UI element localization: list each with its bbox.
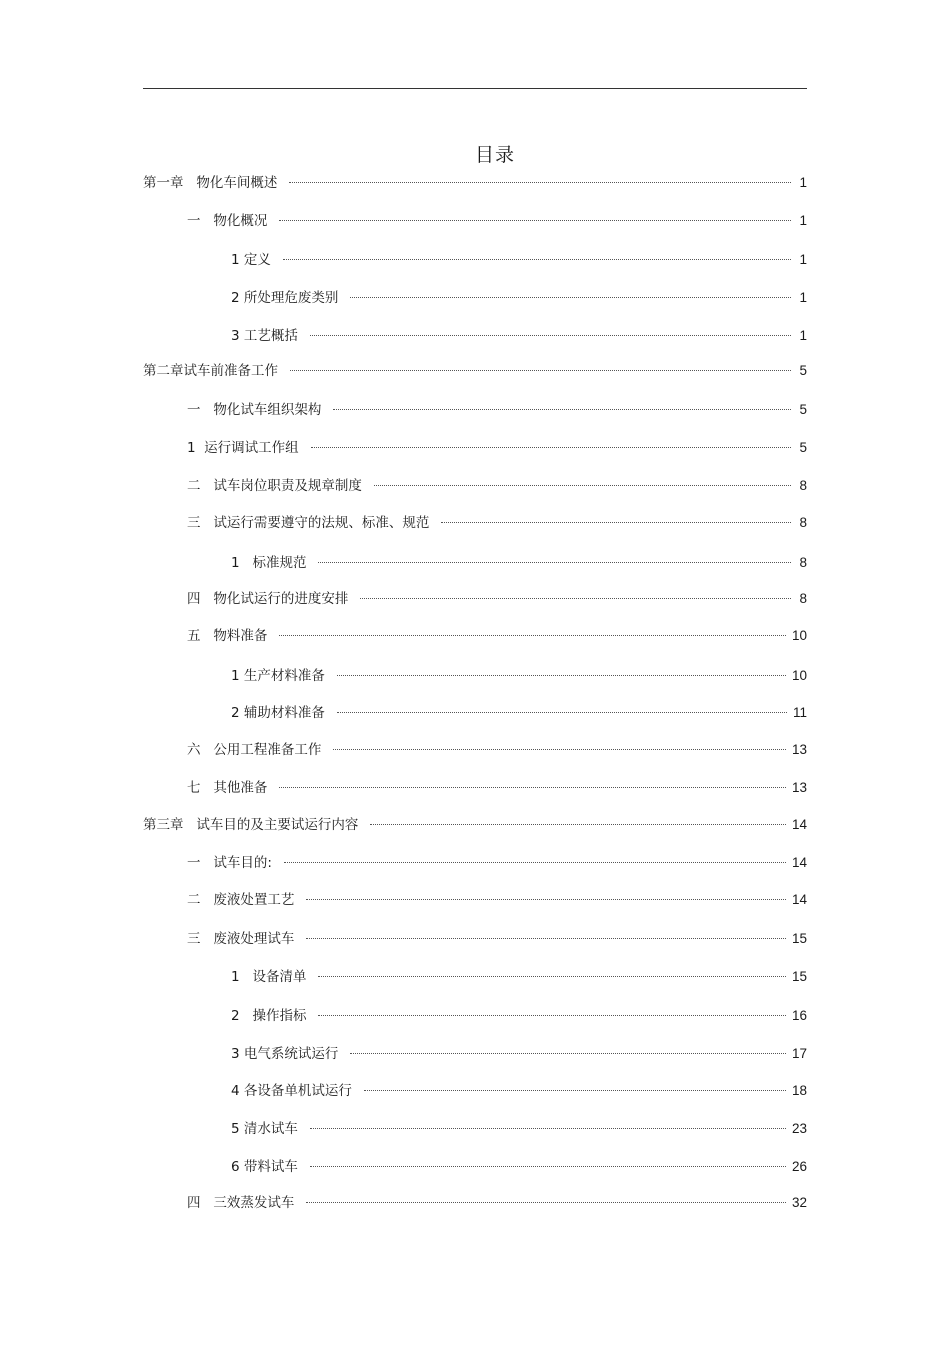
toc-page-number: 5 xyxy=(799,440,807,455)
toc-entry-section[interactable] xyxy=(187,778,807,798)
toc-entry-label: 六 公用工程准备工作 xyxy=(187,742,322,758)
toc-entry-label: 第三章 试车目的及主要试运行内容 xyxy=(143,817,359,833)
toc-entry-subsection[interactable] xyxy=(231,250,807,270)
toc-page-number: 8 xyxy=(799,591,807,606)
dot-leader xyxy=(279,787,786,788)
toc-page-number: 8 xyxy=(799,515,807,530)
toc-page-number: 1 xyxy=(799,175,807,190)
dot-leader xyxy=(370,824,786,825)
toc-page-number: 5 xyxy=(799,402,807,417)
toc-page-number: 1 xyxy=(799,328,807,343)
dot-leader xyxy=(279,220,791,221)
toc-page-number: 17 xyxy=(791,1046,807,1061)
toc-entry-subsection[interactable] xyxy=(231,1157,807,1177)
toc-page-number: 26 xyxy=(791,1159,807,1174)
toc-page-number: 18 xyxy=(791,1083,807,1098)
toc-entry-section[interactable] xyxy=(187,929,807,949)
toc-entry-section[interactable] xyxy=(187,1193,807,1213)
dot-leader xyxy=(333,749,786,750)
dot-leader xyxy=(364,1090,786,1091)
dot-leader xyxy=(337,675,786,676)
toc-entry-subsection[interactable] xyxy=(231,326,807,346)
toc-entry-label: 一 物化试车组织架构 xyxy=(187,402,322,418)
toc-page-number: 1 xyxy=(799,290,807,305)
toc-entry-section[interactable] xyxy=(187,476,807,496)
toc-page-number: 10 xyxy=(791,628,807,643)
dot-leader xyxy=(318,562,791,563)
dot-leader xyxy=(289,182,791,183)
toc-page-number: 16 xyxy=(791,1008,807,1023)
toc-entry-label: 6 带料试车 xyxy=(231,1159,298,1175)
toc-page-number: 15 xyxy=(791,931,807,946)
toc-entry-subsection[interactable] xyxy=(231,666,807,686)
dot-leader xyxy=(311,447,791,448)
toc-entry-label: 1 生产材料准备 xyxy=(231,668,325,684)
toc-entry-chapter-1[interactable] xyxy=(143,173,807,193)
dot-leader xyxy=(333,409,791,410)
toc-entry-label: 2 所处理危废类别 xyxy=(231,290,339,306)
dot-leader xyxy=(441,522,791,523)
toc-entry-label: 二 废液处置工艺 xyxy=(187,892,295,908)
toc-page-number: 8 xyxy=(799,555,807,570)
toc-entry-label: 1 运行调试工作组 xyxy=(187,440,299,456)
dot-leader xyxy=(350,297,791,298)
dot-leader xyxy=(310,335,791,336)
toc-page-number: 23 xyxy=(791,1121,807,1136)
toc-page-number: 13 xyxy=(791,780,807,795)
dot-leader xyxy=(318,976,786,977)
toc-entry-subsection[interactable] xyxy=(187,438,807,458)
toc-page-number: 10 xyxy=(791,668,807,683)
dot-leader xyxy=(310,1166,786,1167)
toc-entry-label: 四 三效蒸发试车 xyxy=(187,1195,295,1211)
toc-entry-label: 1 标准规范 xyxy=(231,555,307,571)
toc-page-number: 13 xyxy=(791,742,807,757)
toc-page-number: 14 xyxy=(791,855,807,870)
dot-leader xyxy=(350,1053,786,1054)
toc-entry-label: 2 辅助材料准备 xyxy=(231,705,325,721)
toc-entry-label: 3 电气系统试运行 xyxy=(231,1046,339,1062)
toc-entry-chapter-3[interactable] xyxy=(143,815,807,835)
toc-page-number: 8 xyxy=(799,478,807,493)
toc-entry-label: 五 物料准备 xyxy=(187,628,268,644)
dot-leader xyxy=(279,635,786,636)
toc-entry-label: 2 操作指标 xyxy=(231,1008,307,1024)
toc-entry-label: 一 物化概况 xyxy=(187,213,268,229)
toc-entry-section[interactable] xyxy=(187,740,807,760)
toc-entry-label: 一 试车目的: xyxy=(187,855,272,871)
toc-entry-section[interactable] xyxy=(187,211,807,231)
dot-leader xyxy=(290,370,791,371)
dot-leader xyxy=(310,1128,786,1129)
toc-entry-section[interactable] xyxy=(187,400,807,420)
toc-entry-label: 1 设备清单 xyxy=(231,969,307,985)
toc-title: 目录 xyxy=(474,144,515,166)
toc-entry-label: 1 定义 xyxy=(231,252,271,268)
toc-entry-label: 二 试车岗位职责及规章制度 xyxy=(187,478,362,494)
toc-entry-label: 七 其他准备 xyxy=(187,780,268,796)
toc-entry-chapter-2[interactable] xyxy=(143,361,807,381)
dot-leader xyxy=(337,712,787,713)
toc-page-number: 14 xyxy=(791,817,807,832)
toc-entry-label: 第二章试车前准备工作 xyxy=(143,363,278,379)
header-rule xyxy=(143,88,807,89)
toc-entry-subsection[interactable] xyxy=(231,553,807,573)
toc-page-number: 32 xyxy=(791,1195,807,1210)
toc-entry-label: 5 清水试车 xyxy=(231,1121,298,1137)
toc-entry-label: 三 试运行需要遵守的法规、标准、规范 xyxy=(187,515,430,531)
toc-entry-label: 3 工艺概括 xyxy=(231,328,298,344)
toc-page-number: 15 xyxy=(791,969,807,984)
toc-entry-label: 三 废液处理试车 xyxy=(187,931,295,947)
toc-entry-subsection[interactable] xyxy=(231,1081,807,1101)
dot-leader xyxy=(360,598,791,599)
toc-page-number: 5 xyxy=(799,363,807,378)
toc-page-number: 14 xyxy=(791,892,807,907)
toc-entry-subsection[interactable] xyxy=(231,1044,807,1064)
toc-entry-section[interactable] xyxy=(187,890,807,910)
toc-entry-section[interactable] xyxy=(187,626,807,646)
toc-page-number: 1 xyxy=(799,213,807,228)
toc-entry-subsection[interactable] xyxy=(231,1119,807,1139)
toc-entry-section[interactable] xyxy=(187,853,807,873)
dot-leader xyxy=(283,259,791,260)
toc-entry-subsection[interactable] xyxy=(231,967,807,987)
toc-page-number: 1 xyxy=(799,252,807,267)
toc-entry-label: 第一章 物化车间概述 xyxy=(143,175,278,191)
dot-leader xyxy=(284,862,786,863)
toc-entry-label: 4 各设备单机试运行 xyxy=(231,1083,352,1099)
dot-leader xyxy=(318,1015,786,1016)
toc-entry-label: 四 物化试运行的进度安排 xyxy=(187,591,349,607)
toc-entry-section[interactable] xyxy=(187,589,807,609)
dot-leader xyxy=(374,485,791,486)
toc-entry-section[interactable] xyxy=(187,513,807,533)
toc-page-number: 11 xyxy=(792,705,807,720)
dot-leader xyxy=(306,899,786,900)
dot-leader xyxy=(306,1202,786,1203)
toc-entry-subsection[interactable] xyxy=(231,1006,807,1026)
dot-leader xyxy=(306,938,786,939)
toc-entry-subsection[interactable] xyxy=(231,288,807,308)
toc-entry-subsection[interactable] xyxy=(231,703,807,723)
